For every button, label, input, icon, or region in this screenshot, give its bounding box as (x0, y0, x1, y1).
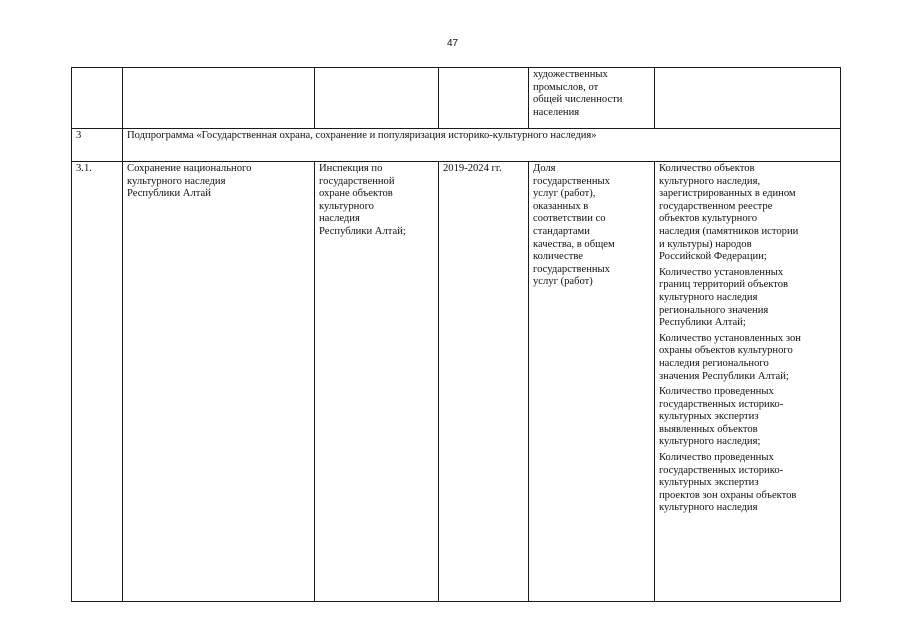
indicator-line: художественных (533, 69, 608, 80)
result-line: государственных историко- (659, 464, 784, 476)
result-line: культурного наследия (659, 502, 758, 514)
indicator-line: Доля (533, 163, 556, 174)
table-row-continuation (72, 68, 841, 129)
result-line: Республики Алтай; (659, 317, 746, 329)
measure-name-line: культурного наследия (127, 175, 226, 187)
indicator-line: промыслов, от (533, 81, 599, 93)
result-paragraph (659, 333, 836, 383)
indicator-line: соответствии со (533, 213, 606, 225)
subprogram-number: 3 (72, 129, 123, 162)
result-line: значения Республики Алтай; (659, 370, 789, 382)
result-line: охраны объектов культурного (659, 345, 793, 357)
result-line: Количество установленных зон (659, 332, 801, 344)
measure-name (123, 162, 315, 602)
result-paragraph (659, 267, 836, 330)
result-line: культурного наследия (659, 291, 758, 303)
result-line: проектов зон охраны объектов (659, 489, 797, 501)
indicator-line: оказанных в (533, 200, 589, 212)
result-line: Количество объектов (659, 163, 755, 174)
table-cell-executor (315, 68, 439, 129)
table-cell-num (72, 68, 123, 129)
measure-executor (315, 162, 439, 602)
result-line: культурного наследия; (659, 436, 761, 448)
result-line: и культуры) народов (659, 238, 752, 250)
indicator-line: количестве (533, 251, 583, 263)
result-line: границ территорий объектов (659, 279, 789, 291)
program-table (71, 67, 841, 602)
measure-period: 2019-2024 гг. (439, 162, 529, 602)
measure-name-line: Республики Алтай (127, 188, 211, 200)
table-cell-result (655, 68, 841, 129)
measure-name-line: Сохранение национального (127, 163, 252, 174)
indicator-line: стандартами (533, 225, 590, 237)
executor-line: охране объектов (319, 188, 393, 200)
result-line: государственных историко- (659, 398, 784, 410)
result-line: культурных экспертиз (659, 411, 759, 423)
subprogram-title: Подпрограмма «Государственная охрана, сохранение и популяризация историко-культурного наследия» (123, 129, 841, 162)
indicator-line: общей численности (533, 94, 623, 106)
measure-indicator (529, 162, 655, 602)
indicator-line: государственных (533, 263, 610, 275)
table-cell-period (439, 68, 529, 129)
result-line: культурных экспертиз (659, 477, 759, 489)
result-paragraph (659, 163, 836, 264)
result-line: объектов культурного (659, 213, 758, 225)
table-row-subprogram (72, 129, 841, 162)
indicator-line: услуг (работ), (533, 188, 596, 200)
result-line: Количество установлeнных (659, 266, 784, 278)
indicator-line: услуг (работ) (533, 276, 593, 288)
indicator-line: населения (533, 106, 580, 118)
executor-line: государственной (319, 175, 395, 187)
result-paragraph (659, 386, 836, 449)
result-line: регионального значения (659, 304, 769, 316)
result-line: наследия регионального (659, 357, 769, 369)
result-line: государственном реестре (659, 200, 773, 212)
result-line: выявленных объектов (659, 423, 758, 435)
table-row-measure (72, 162, 841, 602)
result-line: культурного наследия, (659, 175, 761, 187)
result-line: зарегистрированных в едином (659, 188, 796, 200)
executor-line: наследия (319, 213, 360, 225)
result-line: Количество проведенных (659, 452, 774, 464)
indicator-line: качества, в общем (533, 238, 615, 250)
table-cell-name (123, 68, 315, 129)
executor-line: Инспекция по (319, 163, 383, 174)
measure-results (655, 162, 841, 602)
executor-line: культурного (319, 200, 374, 212)
indicator-line: государственных (533, 175, 610, 187)
result-line: Российской Федерации; (659, 251, 767, 263)
measure-number: 3.1. (72, 162, 123, 602)
result-paragraph (659, 452, 836, 515)
result-line: наследия (памятников истории (659, 225, 799, 237)
result-line: Количество проведенных (659, 386, 774, 398)
table-cell-indicator (529, 68, 655, 129)
executor-line: Республики Алтай; (319, 225, 406, 237)
page-number: 47 (446, 38, 459, 49)
